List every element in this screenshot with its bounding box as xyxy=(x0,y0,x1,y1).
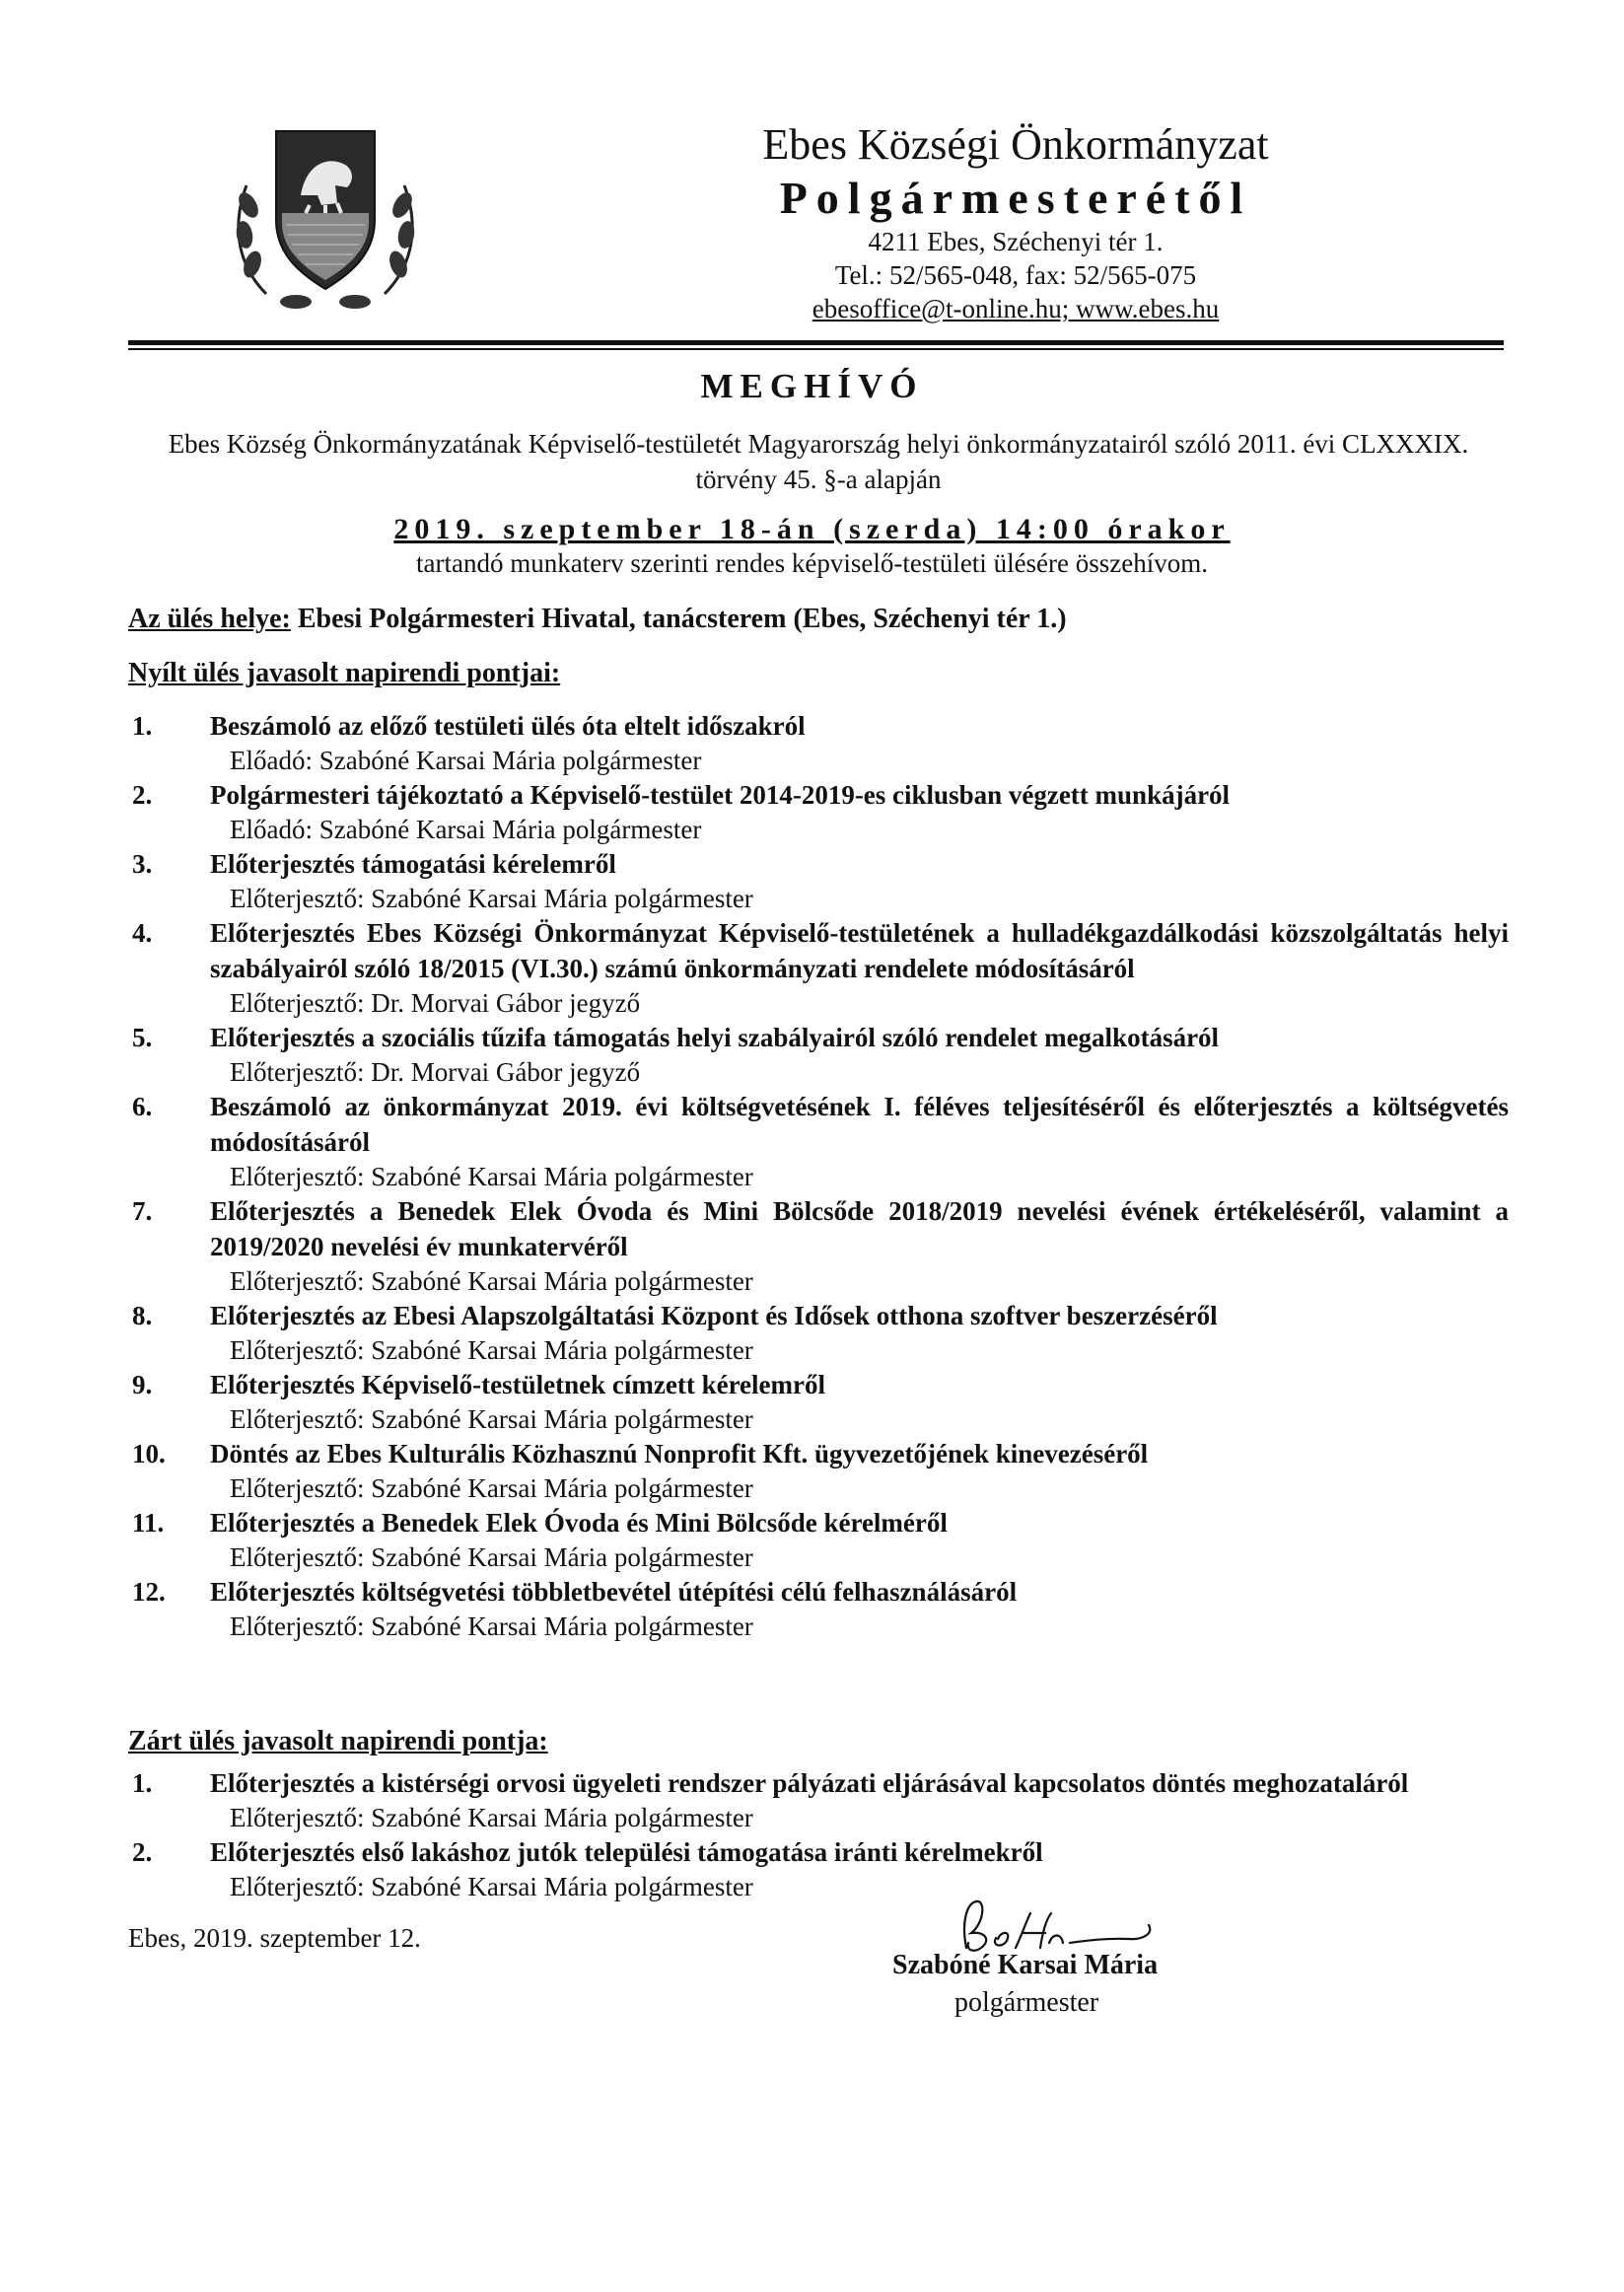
agenda-item-number: 2. xyxy=(132,780,153,810)
header-divider-thick xyxy=(128,340,1504,345)
meeting-description: tartandó munkaterv szerinti rendes képviselő-testületi ülésére összehívom. xyxy=(416,548,1208,578)
agenda-item-number: 4. xyxy=(132,918,153,948)
agenda-item-title: Előterjesztés első lakáshoz jutók települési támogatása iránti kérelmekről xyxy=(210,1837,1043,1867)
agenda-item xyxy=(128,1505,1509,1574)
agenda-item-title: Előterjesztés a Benedek Elek Óvoda és Mini Bölcsőde 2018/2019 nevelési évének értékeléséről, valamint a 2019/2020 nevelési év munkatervéről xyxy=(210,1196,1509,1261)
phone-fax: Tel.: 52/565-048, fax: 52/565-075 xyxy=(834,260,1197,290)
agenda-item-presenter: Előterjesztő: Szabóné Karsai Mária polgármester xyxy=(230,1612,753,1641)
agenda-item-title: Előterjesztés az Ebesi Alapszolgáltatási Központ és Idősek otthona szoftver beszerzéséről xyxy=(210,1301,1218,1330)
agenda-item-presenter: Előterjesztő: Dr. Morvai Gábor jegyző xyxy=(230,1057,641,1087)
agenda-item-title: Előterjesztés támogatási kérelemről xyxy=(210,849,616,879)
agenda-item-number: 3. xyxy=(132,849,153,879)
agenda-item xyxy=(128,777,1509,846)
open-session-heading: Nyílt ülés javasolt napirendi pontjai: xyxy=(128,658,561,688)
agenda-item-presenter: Előterjesztő: Szabóné Karsai Mária polgármester xyxy=(230,1542,753,1572)
agenda-item-number: 2. xyxy=(132,1837,153,1867)
agenda-item-number: 8. xyxy=(132,1301,153,1330)
agenda-item xyxy=(128,1367,1509,1436)
closed-session-agenda xyxy=(128,1765,1509,1903)
document-title: MEGHÍVÓ xyxy=(700,367,924,405)
agenda-item-presenter: Előterjesztő: Szabóné Karsai Mária polgármester xyxy=(230,1872,753,1901)
agenda-item-title: Beszámoló az önkormányzat 2019. évi költségvetésének I. féléves teljesítéséről és előterjesztés a költségvetés módosításáról xyxy=(210,1092,1509,1157)
agenda-item xyxy=(128,1765,1509,1834)
open-session-agenda xyxy=(128,708,1509,1643)
agenda-item-number: 9. xyxy=(132,1370,153,1399)
agenda-item xyxy=(128,1436,1509,1505)
agenda-item-presenter: Előterjesztő: Szabóné Karsai Mária polgármester xyxy=(230,1162,753,1191)
agenda-item-presenter: Előterjesztő: Szabóné Karsai Mária polgármester xyxy=(230,1803,753,1832)
agenda-item xyxy=(128,708,1509,777)
agenda-item-number: 1. xyxy=(132,711,153,741)
agenda-item-title: Beszámoló az előző testületi ülés óta eltelt időszakról xyxy=(210,711,806,741)
agenda-item-number: 10. xyxy=(132,1439,166,1468)
header-divider-thin xyxy=(128,348,1504,350)
address: 4211 Ebes, Széchenyi tér 1. xyxy=(868,227,1164,256)
closed-session-heading: Zárt ülés javasolt napirendi pontja: xyxy=(128,1726,548,1756)
agenda-item xyxy=(128,1020,1509,1089)
agenda-item-presenter: Előterjesztő: Szabóné Karsai Mária polgármester xyxy=(230,884,753,913)
agenda-item xyxy=(128,846,1509,915)
letterhead xyxy=(572,118,1459,325)
meeting-place xyxy=(128,604,1067,635)
agenda-item-title: Döntés az Ebes Kulturális Közhasznú Nonprofit Kft. ügyvezetőjének kinevezéséről xyxy=(210,1439,1149,1468)
agenda-item-number: 6. xyxy=(132,1092,153,1121)
signatory-title: polgármester xyxy=(954,1987,1099,2018)
agenda-item-presenter: Előterjesztő: Szabóné Karsai Mária polgármester xyxy=(230,1266,753,1296)
contact-links[interactable]: ebesoffice@t-online.hu; www.ebes.hu xyxy=(812,294,1220,323)
agenda-item-number: 5. xyxy=(132,1023,153,1052)
agenda-item-number: 1. xyxy=(132,1768,153,1798)
meeting-place-label: Az ülés helye: xyxy=(128,604,291,634)
agenda-item-title: Előterjesztés a kistérségi orvosi ügyeleti rendszer pályázati eljárásával kapcsolatos döntés meghozataláról xyxy=(210,1768,1409,1798)
agenda-item-presenter: Előadó: Szabóné Karsai Mária polgármester xyxy=(230,815,702,844)
agenda-item-number: 7. xyxy=(132,1196,153,1226)
agenda-item xyxy=(128,1089,1509,1193)
intro-text: Ebes Község Önkormányzatának Képviselő-testületét Magyarország helyi önkormányzatairól szóló 2011. évi CLXXXIX. törvény 45. §-a alapján xyxy=(168,429,1469,494)
agenda-item xyxy=(128,1834,1509,1903)
coat-of-arms-icon xyxy=(227,126,424,314)
agenda-item-presenter: Előterjesztő: Dr. Morvai Gábor jegyző xyxy=(230,988,641,1018)
agenda-item-presenter: Előterjesztő: Szabóné Karsai Mária polgármester xyxy=(230,1335,753,1365)
meeting-date: 2019. szeptember 18-án (szerda) 14:00 órakor xyxy=(393,513,1231,545)
place-and-date: Ebes, 2019. szeptember 12. xyxy=(128,1923,421,1953)
agenda-item-number: 11. xyxy=(132,1508,165,1538)
agenda-item xyxy=(128,915,1509,1020)
signatory-name: Szabóné Karsai Mária xyxy=(892,1950,1159,1980)
agenda-item-presenter: Előterjesztő: Szabóné Karsai Mária polgármester xyxy=(230,1473,753,1503)
agenda-item-title: Előterjesztés Ebes Községi Önkormányzat Képviselő-testületének a hulladékgazdálkodási közszolgáltatás helyi szabályairól szóló 18/2015 (VI.30.) számú önkormányzati rendelete módosításáról xyxy=(210,918,1509,983)
agenda-item-title: Előterjesztés költségvetési többletbevétel útépítési célú felhasználásáról xyxy=(210,1577,1018,1607)
agenda-item-number: 12. xyxy=(132,1577,166,1607)
agenda-item-presenter: Előterjesztő: Szabóné Karsai Mária polgármester xyxy=(230,1404,753,1434)
agenda-item-title: Polgármesteri tájékoztató a Képviselő-testület 2014-2019-es ciklusban végzett munkájáról xyxy=(210,780,1231,810)
municipality-name: Ebes Községi Önkormányzat xyxy=(762,120,1269,169)
agenda-item-title: Előterjesztés a Benedek Elek Óvoda és Mini Bölcsőde kérelméről xyxy=(210,1508,948,1538)
office-name: Polgármesterétől xyxy=(779,173,1252,223)
agenda-item xyxy=(128,1193,1509,1298)
meeting-place-value: Ebesi Polgármesteri Hivatal, tanácsterem (Ebes, Széchenyi tér 1.) xyxy=(297,604,1067,634)
agenda-item-title: Előterjesztés a szociális tűzifa támogatás helyi szabályairól szóló rendelet megalkotásáról xyxy=(210,1023,1220,1052)
agenda-item-presenter: Előadó: Szabóné Karsai Mária polgármester xyxy=(230,746,702,775)
agenda-item xyxy=(128,1574,1509,1643)
agenda-item xyxy=(128,1298,1509,1367)
agenda-item-title: Előterjesztés Képviselő-testületnek címzett kérelemről xyxy=(210,1370,826,1399)
